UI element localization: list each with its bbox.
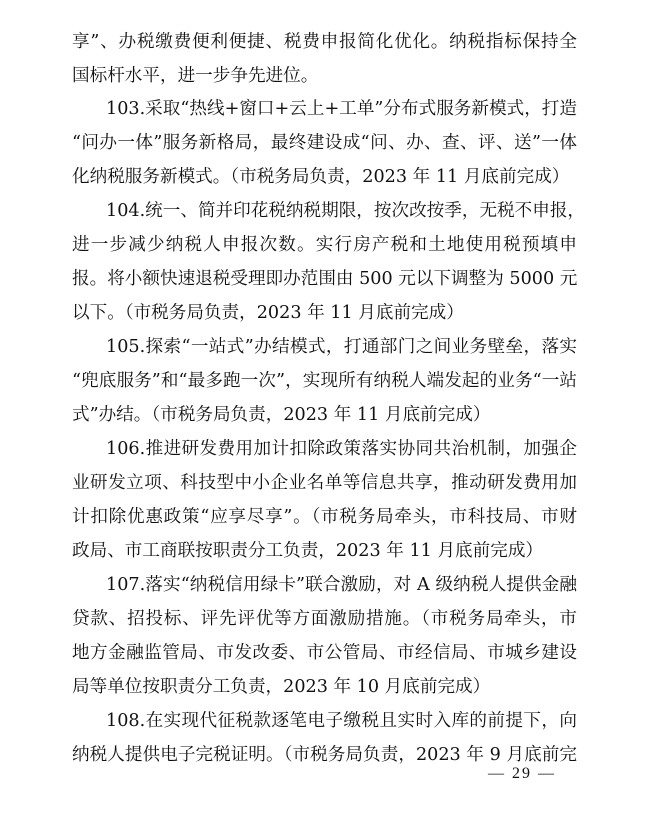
text-line: “兜底服务”和“最多跑一次”，实现所有纳税人端发起的业务“一站 bbox=[72, 371, 577, 391]
text-line: “问办一体”服务新格局，最终建设成“问、办、查、评、送”一体 bbox=[72, 133, 577, 153]
text-line: 计扣除优惠政策“应享尽享”。（市税务局牵头，市科技局、市财 bbox=[72, 507, 577, 527]
text-line: 业研发立项、科技型中小企业名单等信息共享，推动研发费用加 bbox=[72, 473, 577, 493]
text-line: 局等单位按职责分工负责，2023 年 10 月底前完成） bbox=[72, 677, 491, 697]
text-line: 纳税人提供电子完税证明。（市税务局负责，2023 年 9 月底前完 bbox=[72, 745, 577, 765]
text-line: 式”办结。（市税务局负责，2023 年 11 月底前完成） bbox=[72, 405, 491, 425]
text-line: 报。将小额快速退税受理即办范围由 500 元以下调整为 5000 元 bbox=[72, 269, 578, 289]
text-line: 化纳税服务新模式。（市税务局负责，2023 年 11 月底前完成） bbox=[72, 167, 570, 187]
item-107-line: 107.落实“纳税信用绿卡”联合激励，对 A 级纳税人提供金融 bbox=[106, 575, 577, 595]
item-105-line: 105.探索“一站式”办结模式，打通部门之间业务壁垒，落实 bbox=[106, 337, 577, 357]
text-line: 地方金融监管局、市发改委、市公管局、市经信局、市城乡建设 bbox=[72, 643, 577, 663]
item-103-line: 103.采取“热线+窗口+云上+工单”分布式服务新模式，打造 bbox=[106, 99, 577, 119]
text-line: 国标杆水平，进一步争先进位。 bbox=[72, 66, 319, 86]
text-line: 贷款、招投标、评先评优等方面激励措施。（市税务局牵头，市 bbox=[72, 609, 577, 629]
text-line: 以下。（市税务局负责，2023 年 11 月底前完成） bbox=[72, 303, 464, 323]
text-line: 享”、办税缴费便利便捷、税费申报简化优化。纳税指标保持全 bbox=[72, 32, 577, 52]
text-line: 政局、市工商联按职责分工负责，2023 年 11 月底前完成） bbox=[72, 541, 544, 561]
page-number: — 29 — bbox=[488, 765, 556, 782]
item-108-line: 108.在实现代征税款逐笔电子缴税且实时入库的前提下，向 bbox=[106, 711, 577, 731]
item-106-line: 106.推进研发费用加计扣除政策落实协同共治机制，加强企 bbox=[106, 439, 577, 459]
text-line: 进一步减少纳税人申报次数。实行房产税和土地使用税预填申 bbox=[72, 235, 577, 255]
item-104-line: 104.统一、简并印花税纳税期限，按次改按季，无税不申报， bbox=[106, 201, 586, 221]
